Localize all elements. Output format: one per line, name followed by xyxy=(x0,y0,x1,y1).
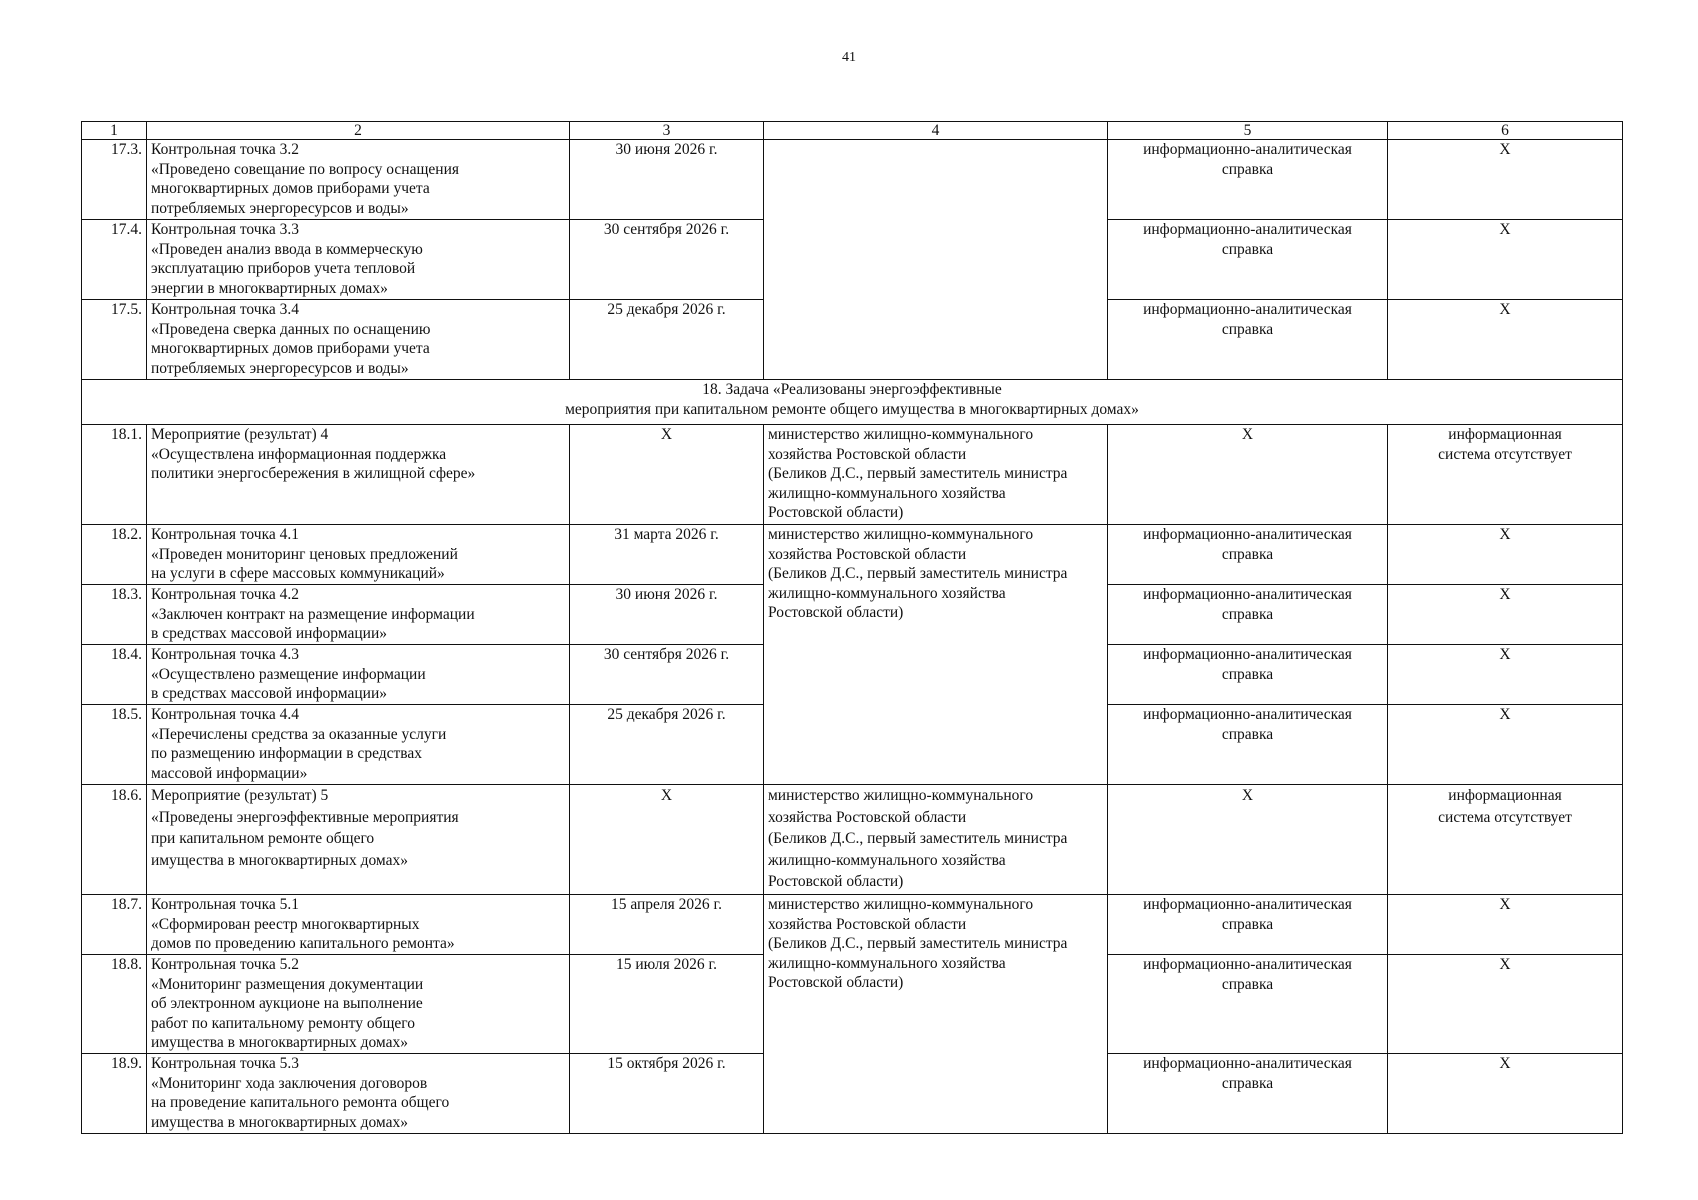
responsible-executor: министерство жилищно-коммунального хозяйства Ростовской области (Беликов Д.С., первый заместитель министра жилищно-коммунального хозяйства Ростовской области) xyxy=(764,425,1108,525)
deadline-date: 30 сентября 2026 г. xyxy=(570,220,764,300)
information-system: X xyxy=(1388,585,1623,645)
row-number: 18.8. xyxy=(82,955,147,1054)
responsible-executor: министерство жилищно-коммунального хозяйства Ростовской области (Беликов Д.С., первый заместитель министра жилищно-коммунального хозяйства Ростовской области) xyxy=(764,785,1108,895)
row-number: 18.7. xyxy=(82,895,147,955)
document-type: информационно-аналитическая справка xyxy=(1108,955,1388,1054)
deadline-date: 25 декабря 2026 г. xyxy=(570,300,764,380)
document-type: информационно-аналитическая справка xyxy=(1108,525,1388,585)
document-type: информационно-аналитическая справка xyxy=(1108,1054,1388,1134)
task-heading: 18. Задача «Реализованы энергоэффективные мероприятия при капитальном ремонте общего имущества в многоквартирных домах» xyxy=(82,380,1623,425)
document-type: X xyxy=(1108,785,1388,895)
deadline-date: 15 апреля 2026 г. xyxy=(570,895,764,955)
document-type: X xyxy=(1108,425,1388,525)
table-row xyxy=(82,895,1623,955)
row-number: 18.6. xyxy=(82,785,147,895)
deadline-date: X xyxy=(570,425,764,525)
event-name: Контрольная точка 4.4 «Перечислены средства за оказанные услуги по размещению информации в средствах массовой информации» xyxy=(147,705,570,785)
row-number: 17.5. xyxy=(82,300,147,380)
row-number: 17.4. xyxy=(82,220,147,300)
document-type: информационно-аналитическая справка xyxy=(1108,895,1388,955)
document-type: информационно-аналитическая справка xyxy=(1108,645,1388,705)
document-type: информационно-аналитическая справка xyxy=(1108,705,1388,785)
table-row xyxy=(82,425,1623,525)
deadline-date: 31 марта 2026 г. xyxy=(570,525,764,585)
row-number: 18.4. xyxy=(82,645,147,705)
deadline-date: X xyxy=(570,785,764,895)
responsible-executor xyxy=(764,140,1108,380)
event-name: Контрольная точка 4.2 «Заключен контракт на размещение информации в средствах массовой информации» xyxy=(147,585,570,645)
information-system: информационная система отсутствует xyxy=(1388,425,1623,525)
row-number: 17.3. xyxy=(82,140,147,220)
column-number: 4 xyxy=(764,122,1108,140)
event-name: Контрольная точка 3.3 «Проведен анализ ввода в коммерческую эксплуатацию приборов учета тепловой энергии в многоквартирных домах» xyxy=(147,220,570,300)
event-name: Контрольная точка 5.3 «Мониторинг хода заключения договоров на проведение капитального ремонта общего имущества в многоквартирных домах» xyxy=(147,1054,570,1134)
event-name: Контрольная точка 4.1 «Проведен мониторинг ценовых предложений на услуги в сфере массовых коммуникаций» xyxy=(147,525,570,585)
column-number: 6 xyxy=(1388,122,1623,140)
information-system: X xyxy=(1388,955,1623,1054)
information-system: X xyxy=(1388,705,1623,785)
information-system: X xyxy=(1388,1054,1623,1134)
row-number: 18.2. xyxy=(82,525,147,585)
column-number: 1 xyxy=(82,122,147,140)
row-number: 18.3. xyxy=(82,585,147,645)
event-name: Контрольная точка 5.2 «Мониторинг размещения документации об электронном аукционе на выполнение работ по капитальному ремонту общего имущества в многоквартирных домах» xyxy=(147,955,570,1054)
table-row xyxy=(82,785,1623,895)
implementation-plan-table xyxy=(81,121,1623,1134)
table-row xyxy=(82,525,1623,585)
row-number: 18.5. xyxy=(82,705,147,785)
event-name: Контрольная точка 5.1 «Сформирован реестр многоквартирных домов по проведению капитального ремонта» xyxy=(147,895,570,955)
event-name: Контрольная точка 4.3 «Осуществлено размещение информации в средствах массовой информации» xyxy=(147,645,570,705)
responsible-executor: министерство жилищно-коммунального хозяйства Ростовской области (Беликов Д.С., первый заместитель министра жилищно-коммунального хозяйства Ростовской области) xyxy=(764,525,1108,785)
column-number-row xyxy=(82,122,1623,140)
column-number: 5 xyxy=(1108,122,1388,140)
deadline-date: 30 июня 2026 г. xyxy=(570,140,764,220)
document-type: информационно-аналитическая справка xyxy=(1108,220,1388,300)
deadline-date: 15 июля 2026 г. xyxy=(570,955,764,1054)
responsible-executor: министерство жилищно-коммунального хозяйства Ростовской области (Беликов Д.С., первый заместитель министра жилищно-коммунального хозяйства Ростовской области) xyxy=(764,895,1108,1134)
deadline-date: 15 октября 2026 г. xyxy=(570,1054,764,1134)
information-system: X xyxy=(1388,220,1623,300)
column-number: 2 xyxy=(147,122,570,140)
deadline-date: 30 сентября 2026 г. xyxy=(570,645,764,705)
column-number: 3 xyxy=(570,122,764,140)
event-name: Контрольная точка 3.2 «Проведено совещание по вопросу оснащения многоквартирных домов приборами учета потребляемых энергоресурсов и воды» xyxy=(147,140,570,220)
deadline-date: 30 июня 2026 г. xyxy=(570,585,764,645)
event-name: Мероприятие (результат) 5 «Проведены энергоэффективные мероприятия при капитальном ремонте общего имущества в многоквартирных домах» xyxy=(147,785,570,895)
information-system: X xyxy=(1388,895,1623,955)
information-system: X xyxy=(1388,645,1623,705)
information-system: X xyxy=(1388,525,1623,585)
event-name: Контрольная точка 3.4 «Проведена сверка данных по оснащению многоквартирных домов приборами учета потребляемых энергоресурсов и воды» xyxy=(147,300,570,380)
document-type: информационно-аналитическая справка xyxy=(1108,585,1388,645)
document-type: информационно-аналитическая справка xyxy=(1108,140,1388,220)
table-row xyxy=(82,140,1623,220)
row-number: 18.1. xyxy=(82,425,147,525)
page-number: 41 xyxy=(842,50,856,65)
row-number: 18.9. xyxy=(82,1054,147,1134)
task-heading-row xyxy=(82,380,1623,425)
document-type: информационно-аналитическая справка xyxy=(1108,300,1388,380)
information-system: X xyxy=(1388,300,1623,380)
event-name: Мероприятие (результат) 4 «Осуществлена информационная поддержка политики энергосбережения в жилищной сфере» xyxy=(147,425,570,525)
deadline-date: 25 декабря 2026 г. xyxy=(570,705,764,785)
information-system: X xyxy=(1388,140,1623,220)
information-system: информационная система отсутствует xyxy=(1388,785,1623,895)
